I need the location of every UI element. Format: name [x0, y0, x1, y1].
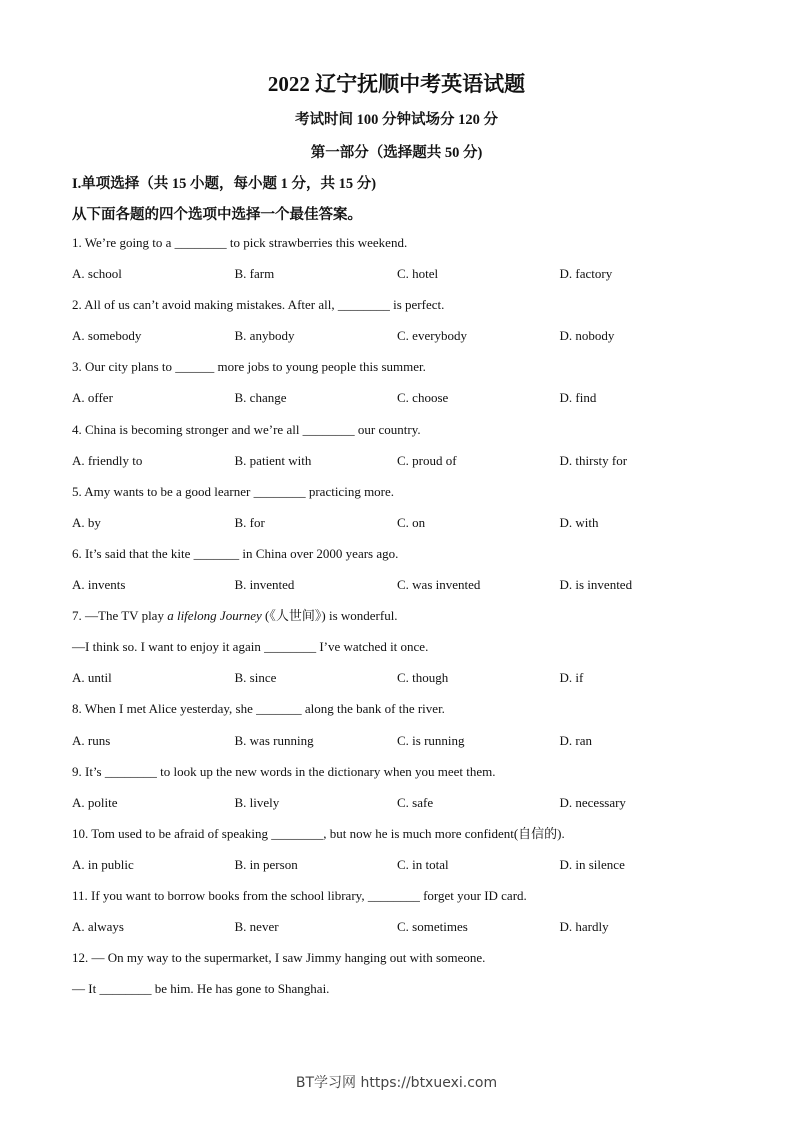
dialogue-reply: —I think so. I want to enjoy it again ________ I’ve watched it once. [72, 639, 429, 655]
option-row [72, 451, 732, 482]
question-stem: 6. It’s said that the kite _______ in China over 2000 years ago. [72, 545, 399, 561]
question-stem: 9. It’s ________ to look up the new words in the dictionary when you meet them. [72, 763, 496, 779]
option: C. hotel [397, 266, 439, 282]
option: D. find [559, 390, 597, 406]
option-row [72, 388, 732, 419]
option: C. in total [397, 856, 449, 872]
option: D. hardly [559, 919, 609, 935]
exam-title: 2022 辽宁抚顺中考英语试题 [267, 72, 526, 96]
option: C. sometimes [397, 919, 468, 935]
option: B. for [234, 514, 265, 530]
part-one-heading: 第一部分（选择题共 50 分) [310, 145, 483, 161]
option: C. is running [397, 732, 465, 748]
option-row [72, 668, 732, 699]
option: D. is invented [559, 577, 633, 593]
option: D. thirsty for [559, 452, 628, 468]
option: A. until [72, 670, 112, 686]
option: C. on [397, 514, 426, 530]
option: C. safe [397, 794, 434, 810]
option: C. was invented [397, 577, 481, 593]
dialogue-reply: — It ________ be him. He has gone to Shanghai. [72, 981, 330, 997]
exam-time-info: 考试时间 100 分钟试场分 120 分 [295, 112, 498, 128]
option: D. factory [559, 266, 613, 282]
question-stem: 4. China is becoming stronger and we’re all ________ our country. [72, 421, 421, 437]
option-row [72, 326, 732, 357]
question-list [72, 233, 732, 1010]
section-instruction: 从下面各题的四个选项中选择一个最佳答案。 [72, 207, 362, 223]
option: D. with [559, 514, 599, 530]
option: A. somebody [72, 328, 142, 344]
option: C. everybody [397, 328, 468, 344]
option: B. since [234, 670, 277, 686]
option: A. by [72, 514, 101, 530]
footer-watermark: BT学习网 https://btxuexi.com [295, 1075, 498, 1091]
option-row [72, 731, 732, 762]
option: C. though [397, 670, 449, 686]
option: D. ran [559, 732, 592, 748]
option: B. lively [234, 794, 280, 810]
stem-text: (《人世间》) is wonderful. [261, 608, 398, 624]
option: B. patient with [234, 452, 312, 468]
option-row [72, 855, 732, 886]
section-heading: I.单项选择（共 15 小题，每小题 1 分，共 15 分) [72, 176, 377, 192]
option: A. polite [72, 794, 118, 810]
question-stem: 1. We’re going to a ________ to pick strawberries this weekend. [72, 235, 408, 250]
option: A. friendly to [72, 452, 143, 468]
question-stem: 11. If you want to borrow books from the school library, ________ forget your ID card. [72, 887, 527, 903]
question-stem: 12. — On my way to the supermarket, I saw Jimmy hanging out with someone. [72, 950, 486, 966]
option: B. farm [234, 266, 275, 282]
question-stem: 3. Our city plans to ______ more jobs to young people this summer. [72, 359, 426, 375]
option: B. never [234, 919, 279, 935]
question-stem: 8. When I met Alice yesterday, she _______ along the bank of the river. [72, 701, 445, 717]
option: A. invents [72, 577, 126, 593]
option-row [72, 575, 732, 606]
option: B. invented [234, 577, 295, 593]
question-stem: 10. Tom used to be afraid of speaking ________, but now he is much more confident(自信的). [72, 825, 565, 841]
option: D. if [559, 670, 584, 686]
option: A. offer [72, 390, 113, 406]
option-row [72, 917, 732, 948]
question-stem: 5. Amy wants to be a good learner ________ practicing more. [72, 483, 395, 499]
italic-title: a lifelong Journey [167, 608, 262, 624]
option: D. nobody [559, 328, 615, 344]
option: B. change [234, 390, 287, 406]
question-stem [72, 606, 732, 637]
option: B. was running [234, 732, 314, 748]
option-row [72, 793, 732, 824]
option: C. choose [397, 390, 449, 406]
question-stem: 2. All of us can’t avoid making mistakes. After all, ________ is perfect. [72, 297, 445, 313]
option: B. in person [234, 856, 298, 872]
option: C. proud of [397, 452, 457, 468]
stem-text: 7. —The TV play [72, 608, 168, 624]
option: B. anybody [234, 328, 295, 344]
option: D. necessary [559, 794, 626, 810]
option: A. school [72, 266, 122, 282]
option: A. in public [72, 856, 134, 872]
option: A. always [72, 919, 124, 935]
option-row [72, 264, 732, 295]
option: D. in silence [559, 856, 625, 872]
option-row [72, 513, 732, 544]
option: A. runs [72, 732, 111, 748]
